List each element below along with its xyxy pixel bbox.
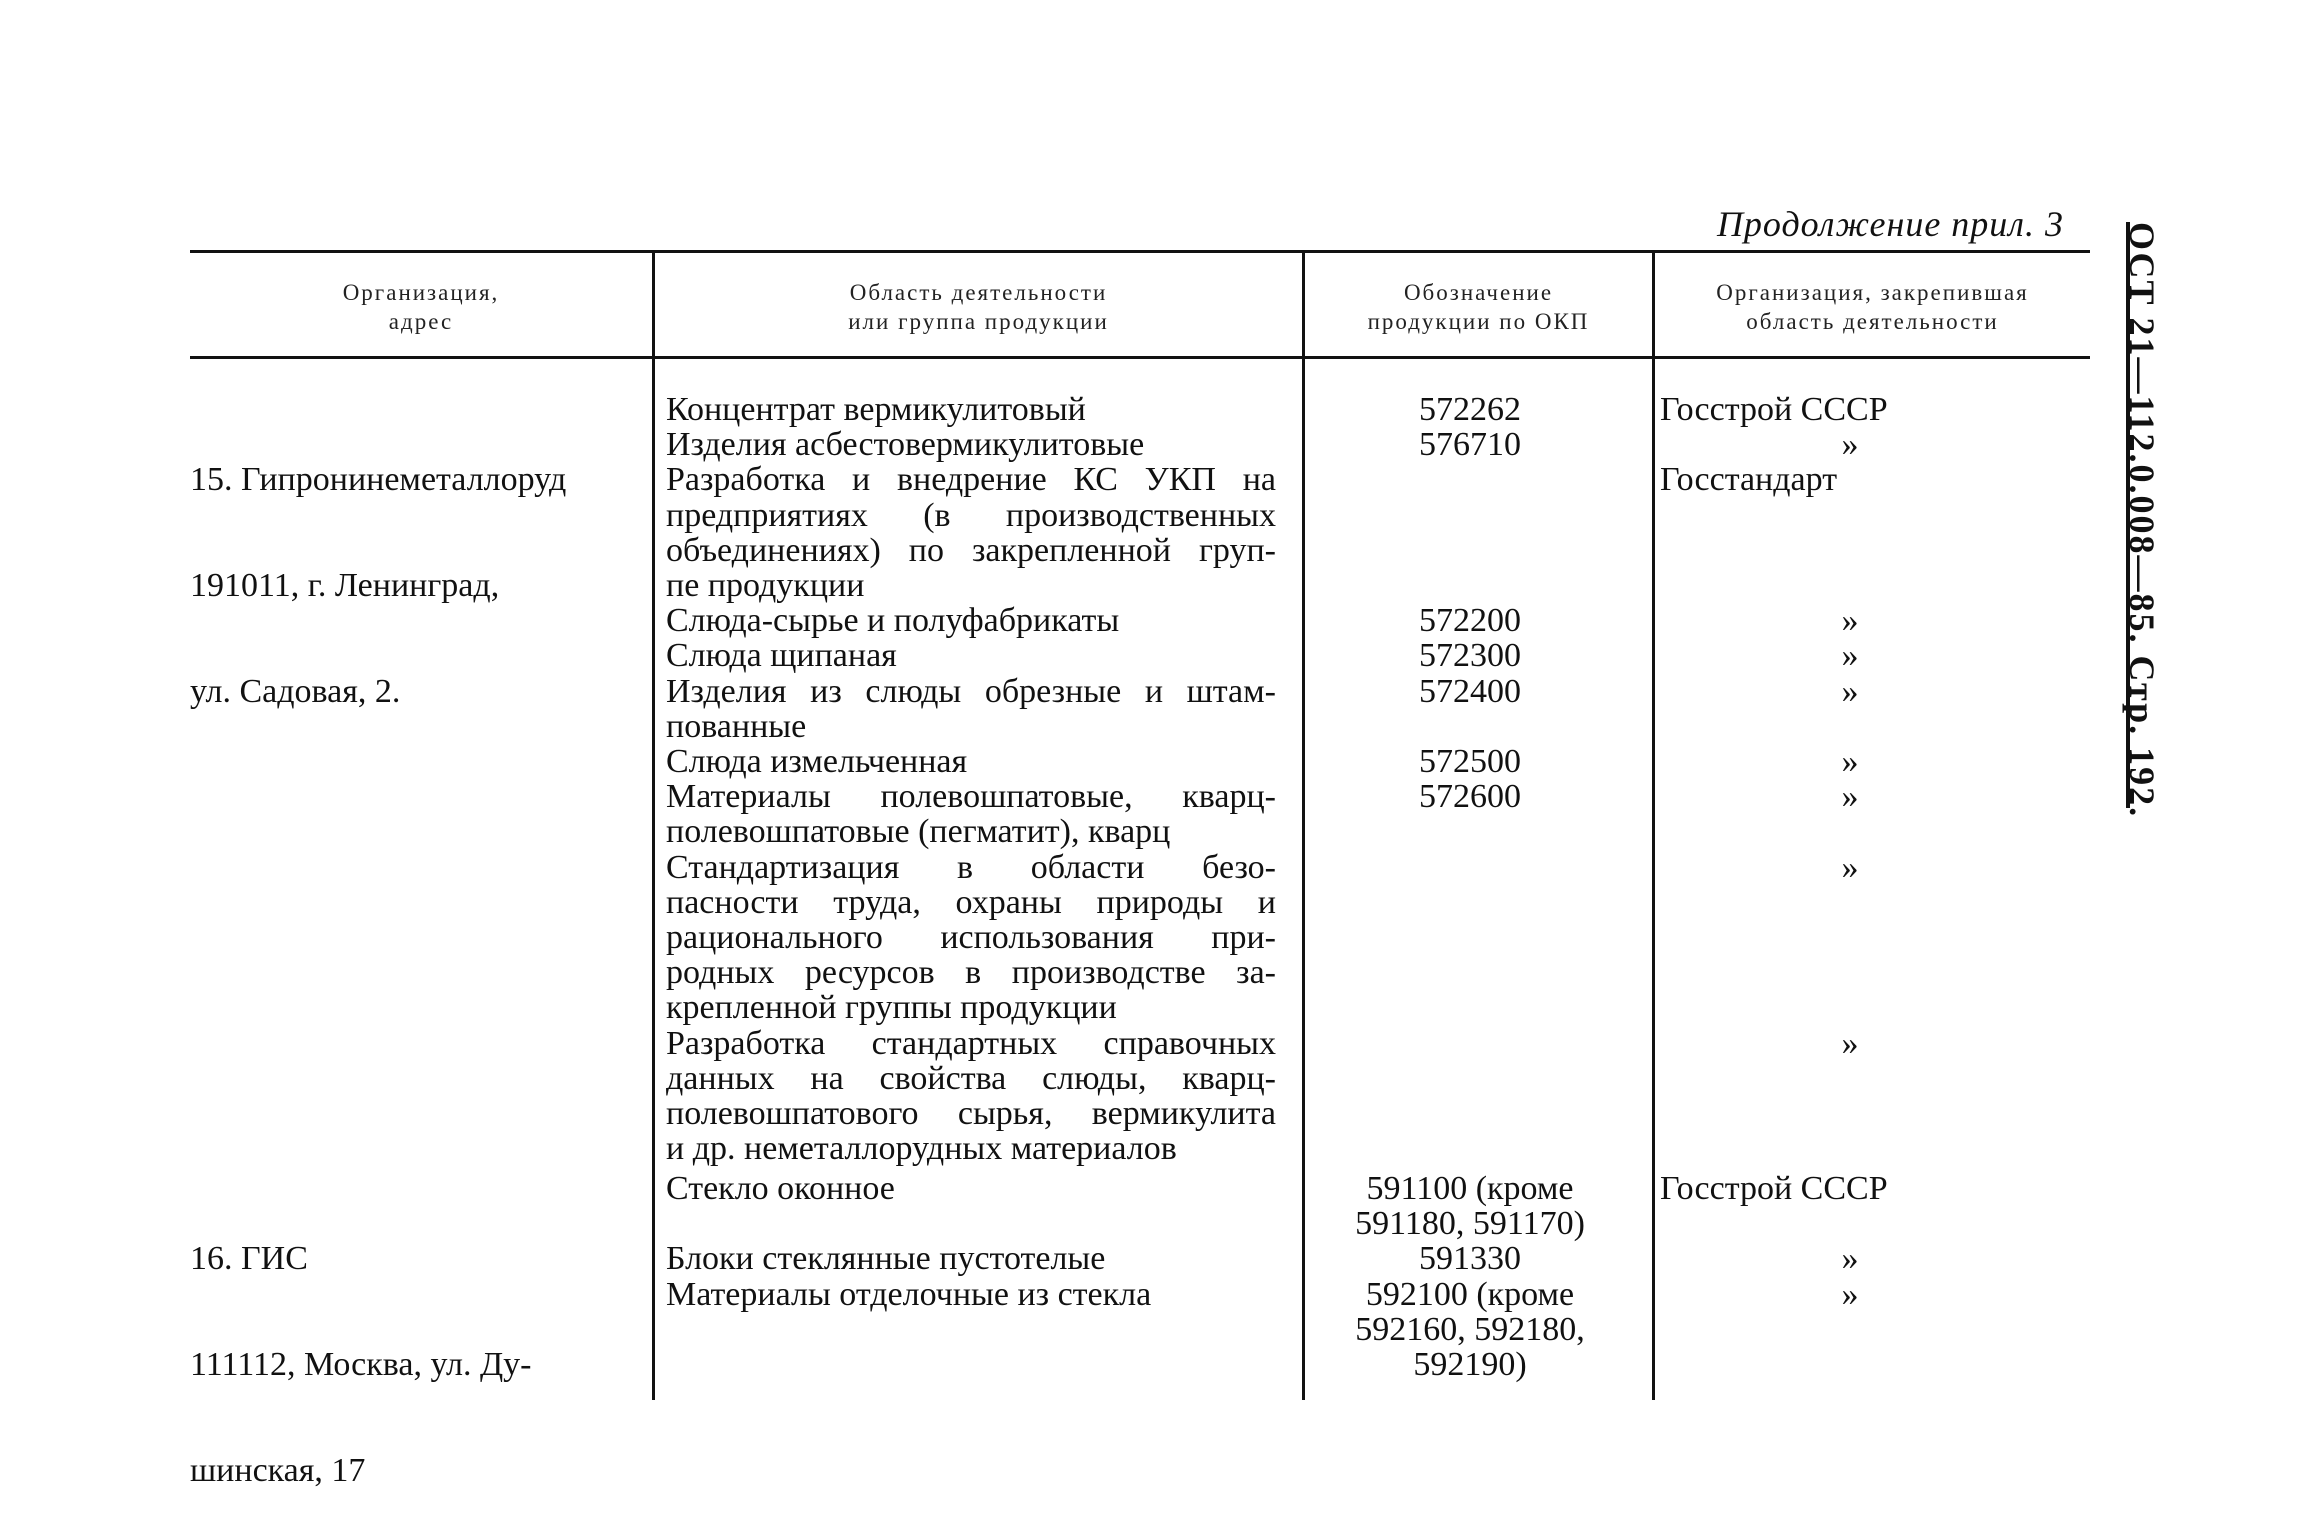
okp-code-line: [1300, 955, 1640, 990]
org-15-address-1: 191011, г. Ленинград,: [190, 567, 500, 605]
okp-code-line: 592160, 592180,: [1355, 1310, 1585, 1348]
header-org: [190, 278, 652, 336]
fixing-org-line: »: [1841, 743, 1859, 781]
area-line: Слюда-сырье и полуфабрикаты: [666, 602, 1120, 640]
area-line: Разработка и внедрение КС УКП на: [666, 461, 1276, 499]
area-line: предприятиях (в производственных: [666, 496, 1276, 534]
org-16-fixed-orgs: [1660, 1171, 2040, 1382]
fixing-org-line: [1660, 498, 2040, 533]
area-line: [666, 1312, 1276, 1347]
fixing-org-line: [1660, 920, 2040, 955]
org-16-name: 16. ГИС: [190, 1240, 308, 1278]
org-16-areas: [666, 1171, 1276, 1382]
okp-code-line: [1300, 498, 1640, 533]
area-line: Материалы полевошпатовые, кварц-: [666, 778, 1276, 816]
area-line: Блоки стеклянные пустотелые: [666, 1240, 1106, 1278]
fixing-org-line: »: [1841, 1275, 1859, 1313]
header-org-line2: адрес: [388, 309, 454, 334]
okp-code-line: 572262: [1419, 391, 1521, 428]
org-16-address-2: шинская, 17: [190, 1451, 366, 1489]
header-fixed-line2: область деятельности: [1746, 309, 1999, 334]
org-15-codes: [1300, 392, 1640, 1166]
org-15-name: 15. Гипронинеметаллоруд: [190, 461, 567, 499]
fixing-org-line: Госстандарт: [1660, 461, 1838, 499]
okp-code-line: 576710: [1419, 426, 1521, 464]
okp-code-line: [1300, 814, 1640, 849]
fixing-org-line: [1660, 814, 2040, 849]
fixing-org-line: [1660, 709, 2040, 744]
fixing-org-line: »: [1841, 637, 1859, 675]
area-line: пованные: [666, 707, 807, 745]
fixing-org-line: [1660, 1206, 2040, 1241]
fixing-org-line: »: [1841, 426, 1859, 464]
okp-code-line: 572400: [1419, 672, 1521, 710]
org-15-fixed-orgs: [1660, 392, 2040, 1166]
fixing-org-line: [1660, 568, 2040, 603]
org-15-address-2: ул. Садовая, 2.: [190, 672, 401, 710]
okp-code-line: [1300, 533, 1640, 568]
fixing-org-line: »: [1841, 778, 1859, 816]
fixing-org-line: [1660, 1131, 2040, 1166]
column-divider-1: [652, 250, 655, 1400]
org-15: [190, 392, 630, 744]
fixing-org-line: »: [1841, 672, 1859, 710]
area-line: Слюда измельченная: [666, 743, 968, 781]
area-line: Изделия асбестовермикулитовые: [666, 426, 1145, 464]
fixing-org-line: [1660, 1347, 2040, 1382]
okp-code-line: 572300: [1419, 637, 1521, 675]
header-code-line2: продукции по ОКП: [1367, 309, 1590, 334]
org-16-codes: [1300, 1171, 1640, 1382]
area-line: объединениях) по закрепленной груп-: [666, 531, 1276, 569]
okp-code-line: 572200: [1419, 602, 1521, 640]
column-divider-3: [1652, 250, 1655, 1400]
okp-code-line: [1300, 920, 1640, 955]
org-16-address-1: 111112, Москва, ул. Ду-: [190, 1346, 532, 1384]
area-line: данных на свойства слюды, кварц-: [666, 1059, 1276, 1097]
fixing-org-line: [1660, 990, 2040, 1025]
okp-code-line: [1300, 568, 1640, 603]
header-code: [1305, 278, 1652, 336]
area-line: полевошпатовые (пегматит), кварц: [666, 813, 1171, 851]
okp-code-line: 572600: [1419, 778, 1521, 816]
okp-code-line: 591330: [1419, 1240, 1521, 1278]
okp-code-line: [1300, 885, 1640, 920]
okp-code-line: 591180, 591170): [1355, 1205, 1585, 1243]
table-top-rule: [190, 250, 2090, 253]
area-line: Стекло оконное: [666, 1170, 895, 1207]
area-line: [666, 1206, 1276, 1241]
area-line: рационального использования при-: [666, 919, 1276, 957]
okp-code-line: [1300, 462, 1640, 497]
fixing-org-line: »: [1841, 1024, 1859, 1062]
fixing-org-line: [1660, 533, 2040, 568]
okp-code-line: [1300, 1096, 1640, 1131]
header-fixed: [1655, 278, 2090, 336]
header-fixed-line1: Организация, закрепившая: [1716, 280, 2029, 305]
fixing-org-line: [1660, 955, 2040, 990]
fixing-org-line: [1660, 885, 2040, 920]
header-code-line1: Обозначение: [1403, 280, 1554, 305]
header-area-line1: Область деятельности: [849, 280, 1108, 305]
area-line: Материалы отделочные из стекла: [666, 1275, 1152, 1313]
org-15-areas: [666, 392, 1276, 1166]
area-line: и др. неметаллорудных материалов: [666, 1130, 1177, 1168]
okp-code-line: 591100 (кроме: [1366, 1170, 1574, 1207]
area-line: Изделия из слюды обрезные и штам-: [666, 672, 1276, 710]
fixing-org-line: »: [1841, 848, 1859, 886]
fixing-org-line: [1660, 1061, 2040, 1096]
fixing-org-line: Госстрой СССР: [1660, 391, 1888, 428]
header-org-line1: Организация,: [342, 280, 500, 305]
area-line: Стандартизация в области безо-: [666, 848, 1276, 886]
header-area: [655, 278, 1302, 336]
fixing-org-line: »: [1841, 1240, 1859, 1278]
okp-code-line: [1300, 1131, 1640, 1166]
continuation-note: Продолжение прил. 3: [1716, 204, 2064, 244]
fixing-org-line: [1660, 1096, 2040, 1131]
header-area-line2: или группа продукции: [848, 309, 1109, 334]
okp-code-line: [1300, 1061, 1640, 1096]
okp-code-line: 592190): [1413, 1346, 1527, 1384]
fixing-org-line: [1660, 1312, 2040, 1347]
fixing-org-line: »: [1841, 602, 1859, 640]
area-line: полевошпатового сырья, вермикулита: [666, 1095, 1276, 1133]
area-line: Разработка стандартных справочных: [666, 1024, 1276, 1062]
okp-code-line: 572500: [1419, 743, 1521, 781]
area-line: пасности труда, охраны природы и: [666, 883, 1276, 921]
okp-code-line: [1300, 709, 1640, 744]
table-header-rule: [190, 356, 2090, 359]
area-line: Слюда щипаная: [666, 637, 897, 675]
side-document-code: [2118, 222, 2208, 822]
area-line: Концентрат вермикулитовый: [666, 391, 1086, 428]
side-code-text: ОСТ 21—112.0.008—85. Стр. 192.: [2122, 222, 2162, 819]
area-line: крепленной группы продукции: [666, 989, 1117, 1027]
fixing-org-line: Госстрой СССР: [1660, 1170, 1888, 1207]
area-line: родных ресурсов в производстве за-: [666, 954, 1276, 992]
okp-code-line: 592100 (кроме: [1365, 1275, 1575, 1313]
okp-code-line: [1300, 990, 1640, 1025]
okp-code-line: [1300, 1026, 1640, 1061]
area-line: пе продукции: [666, 567, 865, 605]
area-line: [666, 1347, 1276, 1382]
okp-code-line: [1300, 850, 1640, 885]
org-16: [190, 1171, 630, 1523]
